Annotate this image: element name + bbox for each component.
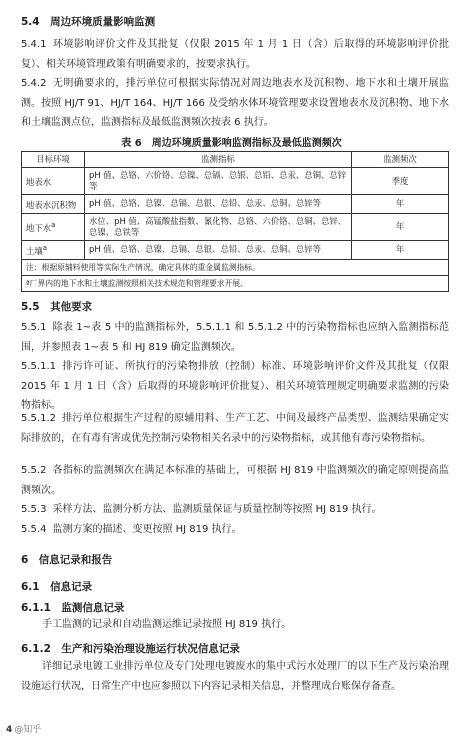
table-row [22, 195, 449, 214]
cell-frequency: 季度 [352, 168, 449, 195]
paragraph-5-4-2 [21, 74, 449, 133]
cell-env: 土壤$^a$ [22, 240, 85, 259]
paragraph-5-5-3 [21, 500, 449, 520]
cell-indicators: pH 值、总铬、总镍、总镉、总银、总铅、总汞、总铜、总锌等 [85, 240, 352, 259]
cell-env: 地下水$^a$ [22, 213, 85, 240]
table-note-1: 注：根据原辅料使用等实际生产情况，确定具体的重金属监测指标。 [22, 259, 449, 275]
clause-text: 无明确要求的，排污单位可根据实际情况对周边地表水及沉积物、地下水和土壤开展监测。按照 HJ/T 91、HJ/T 164、HJ/T 166 及受纳水体环境管理要求设置地表水及沉积物、地下水和土壤监测点位，监测指标及最低监测频次按表 6 执行。 [21, 78, 449, 128]
paragraph-5-5-1-2 [21, 409, 449, 448]
monitoring-table [21, 151, 449, 292]
paragraph-5-5-1 [21, 318, 449, 357]
clause-number: 5.5.3 [21, 504, 47, 515]
clause-number: 5.5.2 [21, 465, 47, 476]
header-frequency: 监测频次 [352, 152, 449, 168]
table-row [22, 213, 449, 240]
page-footer [6, 722, 41, 735]
cell-frequency: 年 [352, 240, 449, 259]
table-note-row [22, 275, 449, 291]
clause-text: 采样方法、监测分析方法、监测质量保证与质量控制等按照 HJ 819 执行。 [52, 504, 382, 515]
header-indicators: 监测指标 [85, 152, 352, 168]
table-note-2: ª厂界内的地下水和土壤监测按照相关技术规范和管理要求开展。 [22, 275, 449, 291]
clause-text: 排污单位根据生产过程的原辅用料、生产工艺、中间及最终产品类型、监测结果确定实际排放的，在有毒有害或优先控制污染物相关名录中的污染物指标，或其他有毒污染物指标。 [21, 413, 449, 444]
cell-env: 地表水 [22, 168, 85, 195]
clause-text: 监测方案的描述、变更按照 HJ 819 执行。 [52, 524, 242, 535]
paragraph-5-5-1-1 [21, 357, 449, 416]
clause-number: 5.5.4 [21, 524, 47, 535]
header-target-env: 目标环境 [22, 152, 85, 168]
paragraph-5-4-1 [21, 35, 449, 74]
clause-number: 5.5.1.2 [21, 413, 56, 424]
watermark: @知乎 [14, 725, 42, 735]
paragraph-5-5-4 [21, 520, 449, 540]
section-6-1-1-heading: 6.1.1 监测信息记录 [21, 602, 125, 614]
cell-indicators: pH 值、总铬、六价铬、总镍、总镉、总银、总铅、总汞、总铜、总锌等 [85, 168, 352, 195]
paragraph-6-1-2: 详细记录电镀工业排污单位及专门处理电镀废水的集中式污水处理厂的以下生产及污染治理设施运行状况，日常生产中也应参照以下内容记录相关信息，并整理成台账保存备查。 [21, 661, 449, 692]
section-5-4-heading: 5.4 周边环境质量影响监测 [21, 16, 156, 28]
clause-number: 5.4.1 [21, 39, 47, 50]
table-row [22, 240, 449, 259]
clause-number: 5.4.2 [21, 78, 47, 89]
clause-number: 5.5.1 [21, 322, 47, 333]
cell-env: 地表水沉积物 [22, 195, 85, 214]
clause-text: 各指标的监测频次在满足本标准的基础上，可根据 HJ 819 中监测频次的确定原则提高监测频次。 [21, 465, 449, 496]
paragraph-6-1-1: 手工监测的记录和自动监测运维记录按照 HJ 819 执行。 [42, 619, 292, 630]
table-row [22, 168, 449, 195]
table-header-row [22, 152, 449, 168]
cell-frequency: 年 [352, 195, 449, 214]
section-6-1-heading: 6.1 信息记录 [21, 581, 93, 593]
cell-indicators: pH 值、总铬、总镍、总镉、总银、总铅、总汞、总铜、总锌等 [85, 195, 352, 214]
clause-text: 除表 1~表 5 中的监测指标外，5.5.1.1 和 5.5.1.2 中的污染物指标也应纳入监测指标范围，并参照表 1~表 5 和 HJ 819 确定监测频次。 [21, 322, 449, 353]
table-note-row [22, 259, 449, 275]
clause-number: 5.5.1.1 [21, 361, 56, 372]
section-6-1-2-heading: 6.1.2 生产和污染治理设施运行状况信息记录 [21, 643, 240, 655]
section-6-heading: 6 信息记录和报告 [21, 554, 113, 566]
table-caption: 表 6 周边环境质量影响监测指标及最低监测频次 [121, 138, 342, 149]
clause-text: 排污许可证、所执行的污染物排放（控制）标准、环境影响评价文件及其批复（仅限 2015 年 1 月 1 日（含）后取得的环境影响评价批复）、相关环境管理规定明确要求监测的污染物指标。 [21, 361, 449, 411]
cell-indicators: 水位、pH 值、高锰酸盐指数、氰化物、总铬、六价铬、总铜、总锌、总镍、总铁等 [85, 213, 352, 240]
page-number: 4 [6, 725, 13, 735]
section-5-5-heading: 5.5 其他要求 [21, 301, 93, 313]
cell-frequency: 年 [352, 213, 449, 240]
paragraph-5-5-2 [21, 461, 449, 500]
clause-text: 环境影响评价文件及其批复（仅限 2015 年 1 月 1 日（含）后取得的环境影响评价批复）、相关环境管理政策有明确要求的，按要求执行。 [21, 39, 449, 70]
